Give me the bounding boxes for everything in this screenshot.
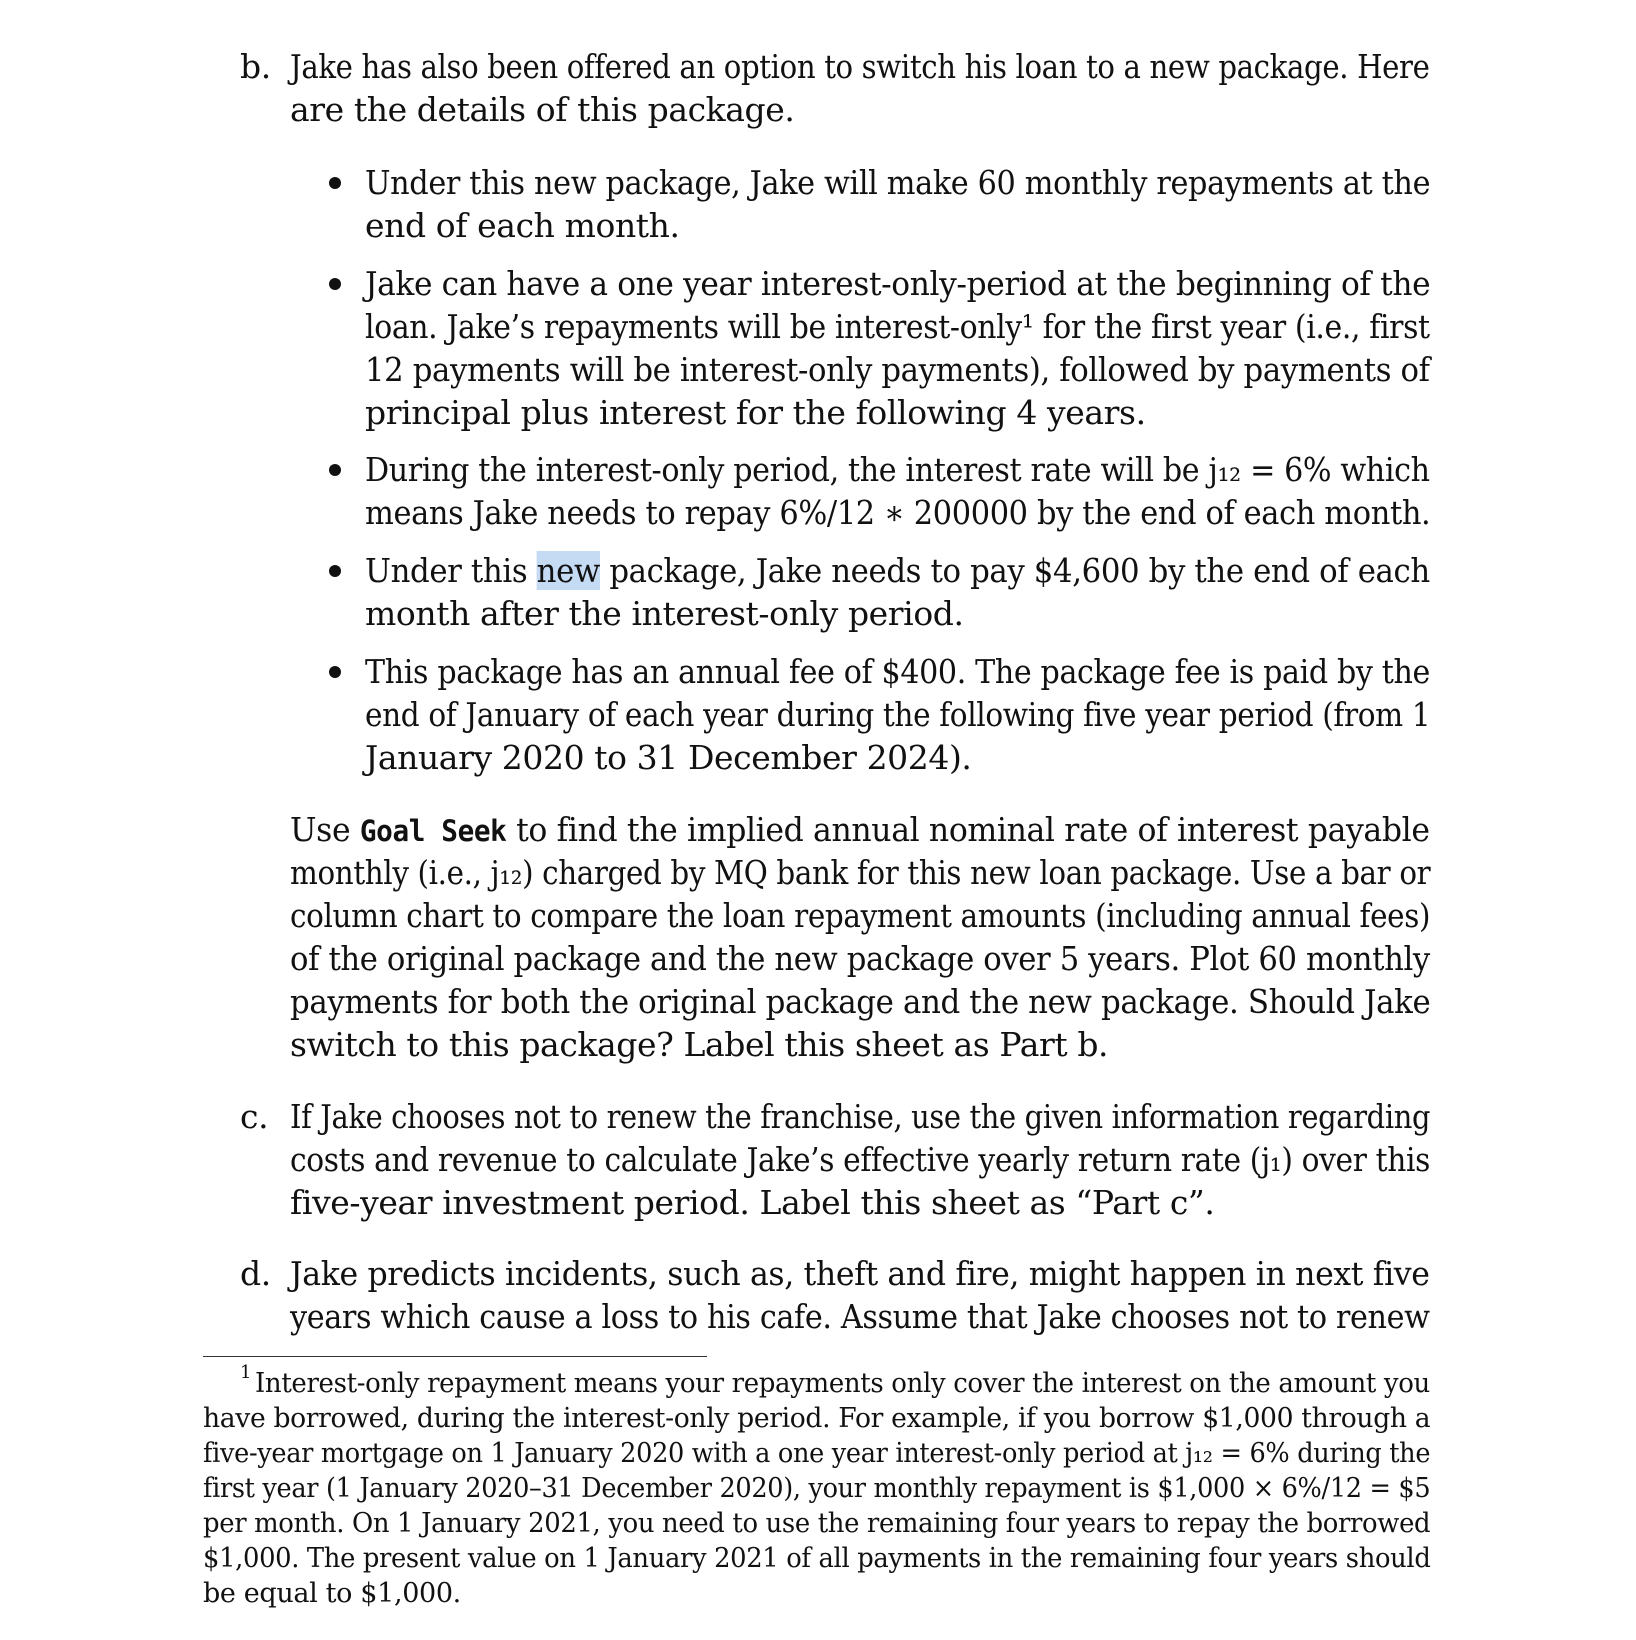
paragraph-line: column chart to compare the loan repayment amounts (including annual fees) bbox=[290, 896, 1431, 935]
paragraph-line: of the original package and the new package over 5 years. Plot 60 monthly bbox=[290, 939, 1430, 978]
part-c-line: costs and revenue to calculate Jake’s effective yearly return rate (j₁) over this bbox=[290, 1140, 1430, 1179]
bullet-line bbox=[365, 549, 1430, 592]
paragraph-text: to find the implied annual nominal rate of interest payable bbox=[506, 810, 1430, 849]
bullet-text: Under this bbox=[365, 551, 537, 590]
part-d-line: Jake predicts incidents, such as, theft and fire, might happen in next five bbox=[290, 1254, 1430, 1293]
footnote-line: $1,000. The present value on 1 January 2021 of all payments in the remaining four years should bbox=[203, 1543, 1431, 1574]
bullet-line: means Jake needs to repay 6%/12 ∗ 200000 by the end of each month. bbox=[365, 493, 1431, 532]
paragraph-text: Use bbox=[290, 810, 360, 849]
part-b-intro-line: Jake has also been offered an option to switch his loan to a new package. Here bbox=[290, 47, 1430, 86]
bullet-line: During the interest-only period, the interest rate will be j₁₂ = 6% which bbox=[365, 450, 1430, 489]
bullet-line: Jake can have a one year interest-only-period at the beginning of the bbox=[365, 264, 1431, 303]
goal-seek-code: Goal Seek bbox=[359, 814, 507, 848]
bullet-marker bbox=[329, 464, 341, 476]
part-b-intro-line: are the details of this package. bbox=[290, 90, 795, 129]
part-c-line: five-year investment period. Label this sheet as “Part c”. bbox=[290, 1183, 1215, 1222]
part-d-label: d. bbox=[240, 1254, 271, 1293]
bullet-line: This package has an annual fee of $400. The package fee is paid by the bbox=[365, 652, 1430, 691]
bullet-marker bbox=[329, 565, 341, 577]
bullet-line: end of January of each year during the following five year period (from 1 bbox=[365, 695, 1431, 734]
paragraph-line: payments for both the original package and the new package. Should Jake bbox=[290, 982, 1431, 1021]
bullet-marker bbox=[329, 177, 341, 189]
bullet-text: package, Jake needs to pay $4,600 by the end of each bbox=[599, 551, 1430, 590]
selected-word-highlight[interactable]: new bbox=[536, 551, 600, 590]
footnote-line: be equal to $1,000. bbox=[203, 1578, 461, 1609]
footnote-line: Interest-only repayment means your repayments only cover the interest on the amount you bbox=[255, 1368, 1430, 1399]
paragraph-line bbox=[290, 808, 1430, 853]
footnote-divider bbox=[203, 1356, 707, 1357]
bullet-line: principal plus interest for the following 4 years. bbox=[365, 393, 1146, 432]
footnote-line: have borrowed, during the interest-only period. For example, if you borrow $1,000 through a bbox=[203, 1403, 1431, 1434]
bullet-line: Under this new package, Jake will make 60 monthly repayments at the bbox=[365, 163, 1431, 202]
footnote-line: first year (1 January 2020–31 December 2020), your monthly repayment is $1,000 × 6%/12 = $5 bbox=[203, 1473, 1431, 1504]
footnote-line: per month. On 1 January 2021, you need to use the remaining four years to repay the borrowed bbox=[203, 1508, 1431, 1539]
bullet-line: January 2020 to 31 December 2024). bbox=[365, 738, 972, 777]
footnote-line: five-year mortgage on 1 January 2020 with a one year interest-only period at j₁₂ = 6% during the bbox=[203, 1438, 1431, 1469]
footnote-marker: 1 bbox=[240, 1362, 252, 1383]
paragraph-line: switch to this package? Label this sheet as Part b. bbox=[290, 1025, 1109, 1064]
bullet-line: end of each month. bbox=[365, 206, 680, 245]
part-d-line: years which cause a loss to his cafe. Assume that Jake chooses not to renew bbox=[290, 1297, 1430, 1336]
part-b-label: b. bbox=[240, 47, 271, 86]
bullet-marker bbox=[329, 278, 341, 290]
bullet-marker bbox=[329, 666, 341, 678]
part-c-line: If Jake chooses not to renew the franchise, use the given information regarding bbox=[290, 1097, 1431, 1136]
bullet-line: loan. Jake’s repayments will be interest-only¹ for the first year (i.e., first bbox=[365, 307, 1430, 346]
bullet-line: month after the interest-only period. bbox=[365, 594, 964, 633]
paragraph-line: monthly (i.e., j₁₂) charged by MQ bank for this new loan package. Use a bar or bbox=[290, 853, 1431, 892]
bullet-line: 12 payments will be interest-only payments), followed by payments of bbox=[365, 350, 1430, 389]
part-c-label: c. bbox=[240, 1097, 269, 1136]
